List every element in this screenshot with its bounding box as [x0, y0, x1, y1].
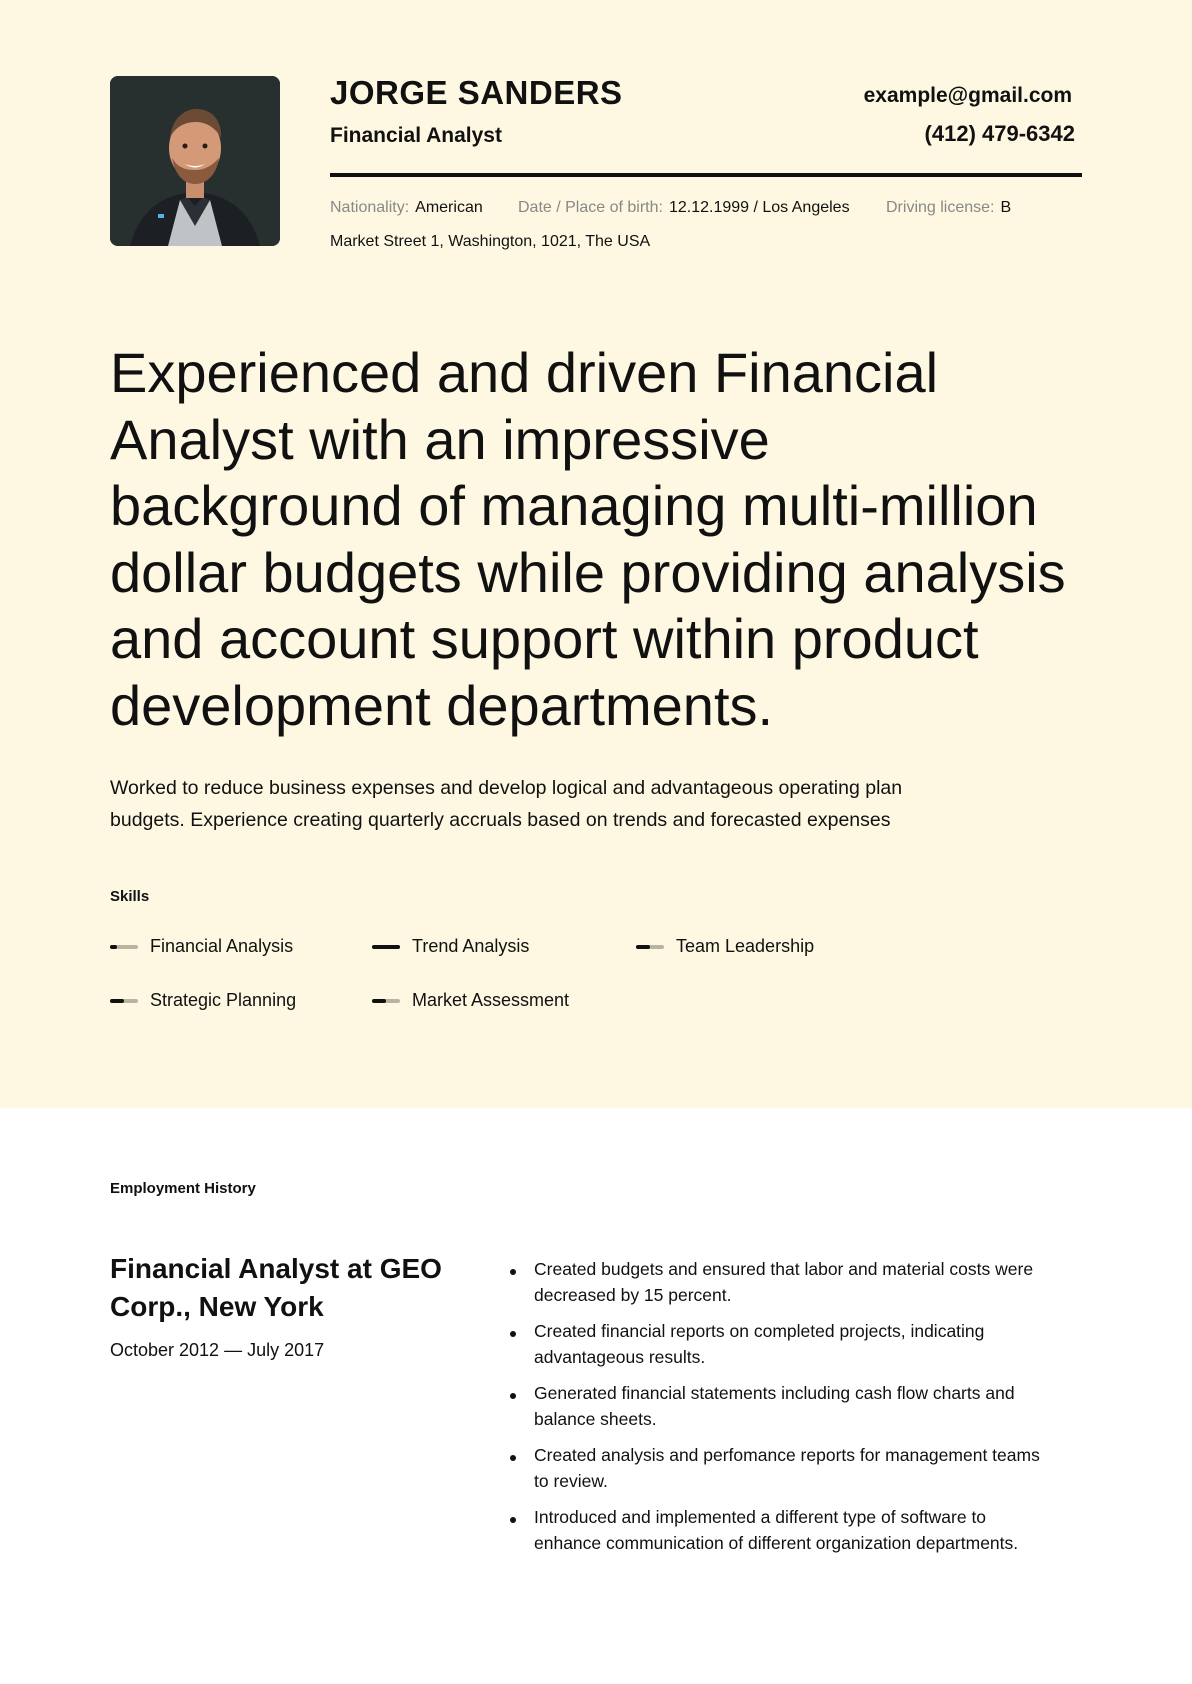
employment-dates: October 2012 — July 2017: [110, 1340, 325, 1360]
license-label: Driving license:: [886, 199, 995, 216]
skill-level-bar: [110, 999, 138, 1003]
list-item: Created financial reports on completed projects, indicating advantageous results.: [534, 1318, 1054, 1370]
header-divider: [330, 173, 1082, 177]
list-item: Created budgets and ensured that labor and material costs were decreased by 15 percent.: [534, 1256, 1054, 1308]
license-value: B: [1000, 199, 1012, 216]
phone-number[interactable]: (412) 479-6342: [924, 121, 1075, 146]
address: Market Street 1, Washington, 1021, The USA: [330, 233, 651, 250]
full-name: JORGE SANDERS: [330, 74, 623, 111]
birth-label: Date / Place of birth:: [518, 199, 663, 216]
skill-item: [372, 990, 569, 1011]
skill-level-bar: [372, 945, 400, 949]
list-item: Created analysis and perfomance reports for management teams to review.: [534, 1442, 1054, 1494]
skill-label: Market Assessment: [412, 990, 570, 1010]
skill-label: Trend Analysis: [412, 936, 530, 956]
profile-description: Worked to reduce business expenses and develop logical and advantageous operating plan budgets. Experience creating quarterly accruals based on trends and forecasted expenses: [110, 777, 903, 831]
skill-item: [636, 936, 814, 957]
list-item: Generated financial statements including cash flow charts and balance sheets.: [534, 1380, 1054, 1432]
employment-role: Financial Analyst at GEO Corp., New York: [110, 1253, 442, 1322]
job-title: Financial Analyst: [330, 124, 502, 147]
skill-label: Strategic Planning: [150, 990, 297, 1010]
license-detail: [886, 199, 1011, 217]
birth-value: 12.12.1999 / Los Angeles: [668, 199, 850, 216]
skill-level-bar: [636, 945, 664, 949]
skill-level-bar: [372, 999, 400, 1003]
skill-label: Financial Analysis: [150, 936, 294, 956]
nationality-detail: [330, 199, 483, 217]
employment-heading: Employment History: [110, 1180, 256, 1197]
profile-photo: [110, 76, 280, 246]
skills-heading: Skills: [110, 888, 150, 905]
skill-item: [372, 936, 529, 957]
birth-detail: [518, 199, 850, 217]
nationality-label: Nationality:: [330, 199, 410, 216]
nationality-value: American: [415, 199, 483, 216]
skill-level-bar: [110, 945, 138, 949]
list-item: Introduced and implemented a different type of software to enhance communication of different organization departments.: [534, 1504, 1054, 1556]
profile-summary: Experienced and driven Financial Analyst with an impressive background of managing multi-million dollar budgets while providing analysis and account support within product development departments.: [110, 341, 1066, 737]
skill-item: [110, 990, 296, 1011]
skill-item: [110, 936, 293, 957]
email-address[interactable]: example@gmail.com: [863, 84, 1072, 107]
employment-bullets: [534, 1256, 1054, 1566]
skill-label: Team Leadership: [676, 936, 815, 956]
